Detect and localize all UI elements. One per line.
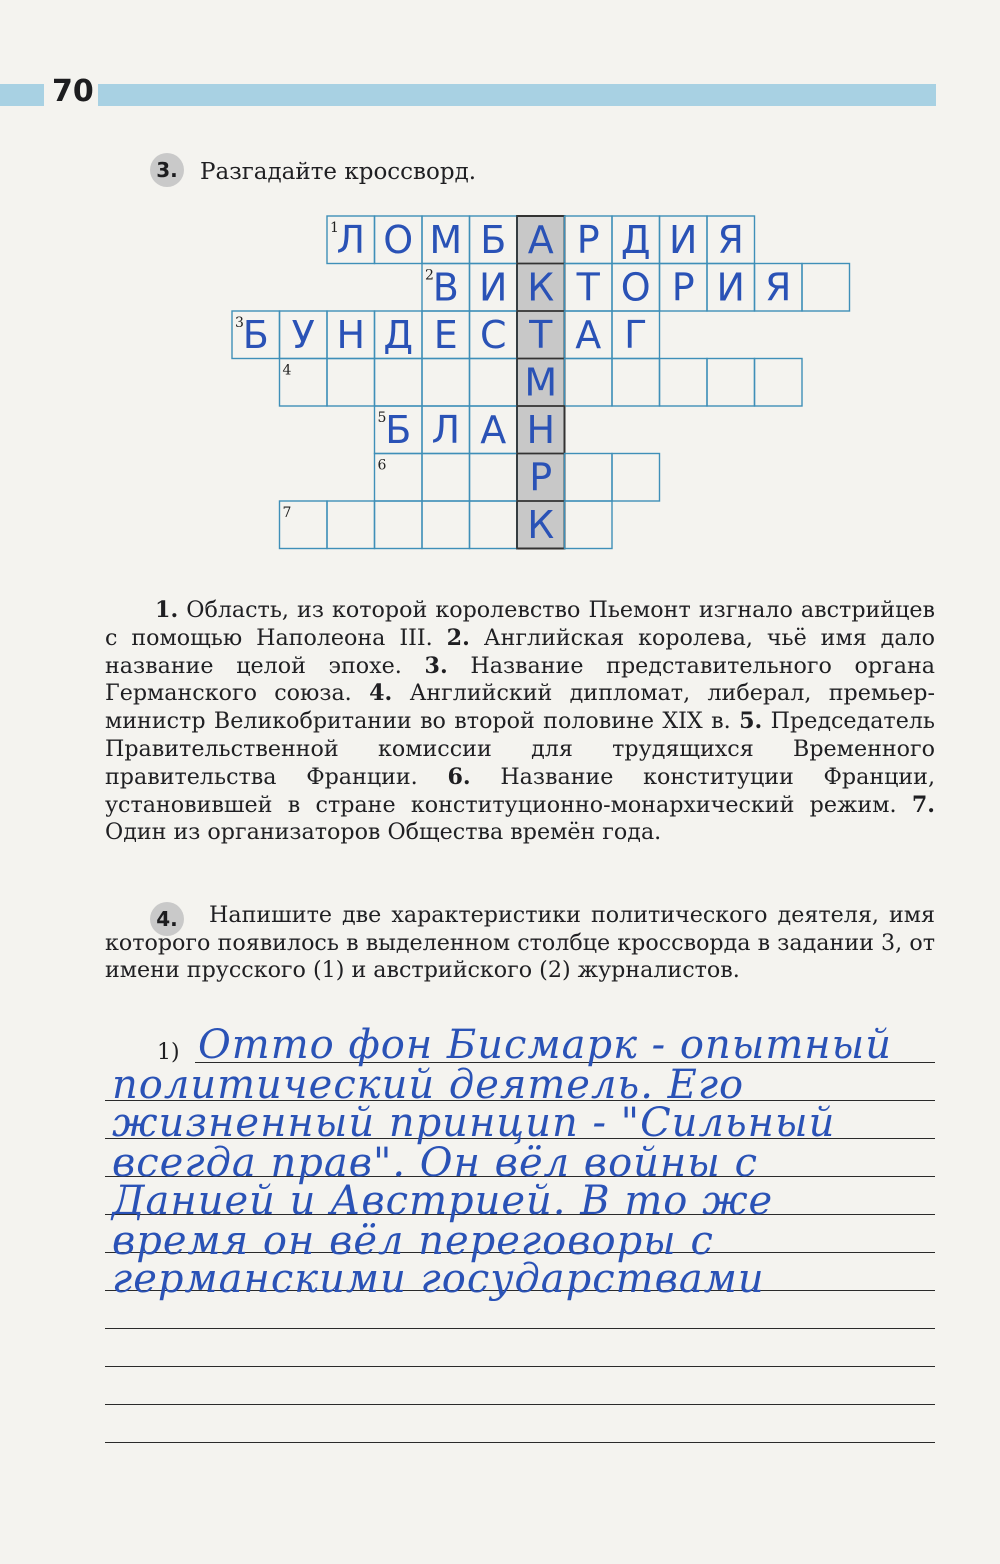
crossword-answer-letter: В — [432, 265, 459, 310]
clue-text: Председатель Правительственной комиссии для трудящихся Временного правительства Франции. — [105, 708, 936, 790]
crossword-answer-letter: Т — [576, 265, 600, 310]
crossword-answer-letter: Б — [385, 408, 412, 453]
crossword-answer-letter: Д — [383, 313, 414, 358]
crossword-answer-letter: Я — [765, 265, 792, 310]
crossword-answer-letter: О — [383, 218, 414, 263]
crossword-answer-letter: А — [575, 313, 602, 358]
clue-number: 6. — [447, 763, 471, 790]
clue-text: Область, из которой королевство Пьемонт изгнало австрийцев с помощью Наполеона III. — [105, 597, 935, 651]
crossword-cell[interactable] — [327, 359, 375, 407]
clue-number: 4. — [369, 680, 393, 707]
clue-text: Название конституции Франции, установившей в стране конституционно-монархический режим. — [105, 763, 936, 818]
task-4-text: Напишите две характеристики политического деятеля, имя которого появилось в выделенном столбце кроссворда в задании 3, от имени прусского (1) и австрийского (2) журналистов. — [105, 902, 935, 984]
answer-line — [105, 1404, 935, 1405]
crossword-cell[interactable] — [565, 454, 613, 502]
crossword-answer-letter: И — [669, 218, 698, 263]
crossword-clues — [105, 597, 935, 847]
crossword-answer-letter: Л — [336, 218, 366, 263]
crossword-answer-letter: А — [527, 218, 554, 263]
crossword-answer-letter: И — [716, 265, 745, 310]
crossword-row-number: 2 — [425, 267, 434, 284]
crossword-cell[interactable] — [755, 359, 803, 407]
crossword-cell[interactable] — [612, 454, 660, 502]
crossword-answer-letter: К — [527, 503, 555, 548]
crossword-cell[interactable] — [565, 501, 613, 549]
crossword-cell[interactable] — [375, 501, 423, 549]
crossword-cell[interactable] — [802, 264, 850, 312]
page-number: 70 — [52, 74, 94, 109]
crossword-answer-letter: Б — [480, 218, 507, 263]
task-3-number: 3. — [150, 153, 184, 187]
crossword-row-number: 1 — [330, 220, 339, 236]
crossword-answer-letter: К — [527, 265, 555, 310]
handwriting-line: Данией и Австрией. В то же — [112, 1178, 774, 1224]
clue-number: 3. — [424, 652, 448, 679]
handwriting-line: Отто фон Бисмарк - опытный — [198, 1022, 892, 1068]
crossword-answer-letter: Н — [336, 313, 366, 358]
crossword-cell[interactable] — [470, 359, 518, 407]
crossword-answer-letter: Н — [526, 408, 556, 453]
crossword-answer-letter: Г — [624, 313, 648, 358]
crossword-grid — [0, 0, 1000, 600]
crossword-cell[interactable] — [327, 501, 375, 549]
crossword-row-number: 5 — [377, 410, 387, 426]
crossword-answer-letter: О — [620, 265, 651, 310]
crossword-answer-letter: Р — [671, 265, 695, 310]
crossword-answer-letter: Е — [433, 313, 458, 358]
crossword-cell[interactable] — [422, 454, 470, 502]
crossword-cell[interactable] — [470, 454, 518, 502]
crossword-answer-letter: Б — [242, 313, 269, 358]
crossword-cell[interactable] — [422, 501, 470, 549]
handwriting-line: жизненный принцип - "Сильный — [112, 1100, 836, 1146]
crossword-cell[interactable] — [375, 359, 423, 407]
crossword-cell[interactable] — [422, 359, 470, 407]
clue-number: 1. — [155, 597, 179, 623]
handwriting-line: время он вёл переговоры с — [112, 1218, 714, 1264]
clue-text: Английская королева, чьё имя дало название целой эпохе. — [105, 624, 935, 679]
crossword-cell[interactable] — [470, 501, 518, 549]
crossword-answer-letter: Я — [717, 218, 744, 263]
crossword-answer-letter: М — [429, 218, 463, 263]
crossword-cell[interactable] — [660, 359, 708, 407]
crossword-row-number: 6 — [377, 457, 387, 474]
handwriting-line: политический деятель. Его — [112, 1062, 745, 1108]
clue-text: Название представительного органа Германского союза. — [105, 652, 935, 707]
task-4-number: 4. — [150, 902, 184, 936]
crossword-answer-letter: Р — [529, 455, 553, 500]
crossword-row-number: 7 — [282, 505, 292, 521]
crossword-row-number: 4 — [282, 362, 292, 379]
crossword-answer-letter: А — [480, 408, 507, 453]
answer-line — [105, 1366, 935, 1367]
answer-label: 1) — [157, 1040, 180, 1065]
answer-line — [105, 1442, 935, 1443]
crossword-row-number: 3 — [235, 315, 244, 331]
crossword-answer-letter: Л — [431, 408, 461, 453]
crossword-answer-letter: Т — [529, 313, 553, 358]
clue-number: 7. — [911, 791, 935, 818]
clue-number: 5. — [739, 708, 763, 735]
clue-text: Английский дипломат, либерал, премьер-министр Великобритании во второй половине XIX в. — [105, 680, 936, 735]
clue-text: Один из организаторов Общества времён года. — [105, 819, 662, 846]
crossword-answer-letter: С — [479, 313, 507, 358]
task-3-title: Разгадайте кроссворд. — [200, 159, 477, 185]
crossword-answer-letter: Р — [576, 218, 600, 263]
clue-number: 2. — [446, 624, 470, 651]
crossword-cell[interactable] — [707, 359, 755, 407]
crossword-answer-letter: И — [479, 265, 508, 310]
answer-line — [105, 1328, 935, 1329]
crossword-answer-letter: Д — [620, 218, 651, 263]
handwriting-line: всегда прав". Он вёл войны с — [112, 1140, 758, 1186]
crossword-cell[interactable] — [612, 359, 660, 407]
crossword-answer-letter: У — [291, 313, 315, 358]
crossword-cell[interactable] — [565, 359, 613, 407]
crossword-answer-letter: М — [524, 360, 558, 405]
handwriting-line: германскими государствами — [112, 1256, 765, 1302]
